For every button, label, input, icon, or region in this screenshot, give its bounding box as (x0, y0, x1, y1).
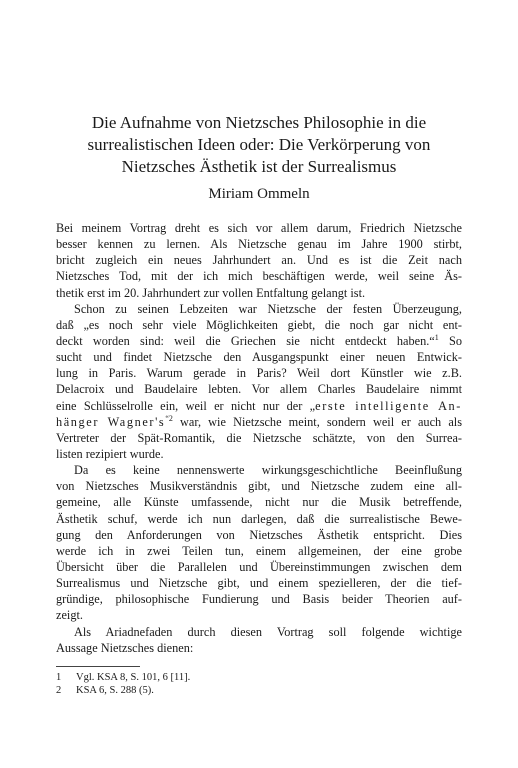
text-segment: So (438, 333, 462, 348)
footnote-number: 1 (56, 671, 62, 683)
text-line: gemeine, alle Künste umfassende, nicht nur die Musik betreffende, (56, 495, 462, 510)
emphasized-text: erste intelligente An- (315, 398, 462, 413)
text-line: thetik erst im 20. Jahrhundert zur vollen Entfaltung gelangt ist. (56, 285, 366, 300)
footnote-divider (56, 666, 140, 667)
footnote-text: Vgl. KSA 8, S. 101, 6 [11]. (76, 671, 191, 683)
paragraph-1 (56, 220, 462, 301)
body-text (56, 220, 462, 656)
text-line: Ästhetik schuf, werde ich nun darlegen, daß die surrealistische Bewe- (56, 511, 462, 526)
text-line: besser kennen zu lernen. Als Nietzsche genau im Jahre 1900 stirbt, (56, 237, 462, 252)
paper-title (56, 112, 462, 178)
page (56, 112, 462, 697)
text-line: Da es keine nennenswerte wirkungsgeschichtliche Beeinflußung (74, 463, 462, 478)
title-line: Die Aufnahme von Nietzsches Philosophie in die (91, 113, 427, 132)
footnotes (56, 671, 462, 697)
text-line: Delacroix und Baudelaire lebten. Vor allem Charles Baudelaire nimmt (56, 382, 462, 397)
text-line: gung den Anforderungen von Nietzsches Ästhetik entspricht. Dies (56, 527, 462, 542)
footnote-marker[interactable]: “2 (165, 413, 173, 423)
text-line (56, 414, 462, 430)
text-line: Aussage Nietzsches dienen: (56, 640, 194, 655)
text-line: zeigt. (56, 608, 83, 623)
text-line: Nietzsches Tod, mit der ich mich beschäftigen werde, weil seine Äs- (56, 269, 462, 284)
text-line (56, 398, 462, 414)
text-line: lung in Paris. Warum gerade in Paris? Weil dort Künstler wie z.B. (56, 366, 462, 381)
footnote-number: 2 (56, 684, 62, 696)
text-line: daß „es noch sehr viele Möglichkeiten giebt, die noch gar nicht ent- (56, 317, 462, 332)
footnote (56, 684, 462, 697)
text-line: bricht zugleich ein neues Jahrhundert an. Und es ist die Zeit nach (56, 253, 462, 268)
text-line: gründige, philosophische Fundierung und Basis beider Theorien auf- (56, 592, 462, 607)
text-line: Als Ariadnefaden durch diesen Vortrag soll folgende wichtige (74, 624, 462, 639)
text-line: Schon zu seinen Lebzeiten war Nietzsche der festen Überzeugung, (74, 301, 462, 316)
emphasized-text: hänger Wagner's (56, 414, 166, 429)
title-line: Nietzsches Ästhetik ist der Surrealismus (121, 157, 397, 176)
text-line: von Nietzsches Musikverständnis gibt, und Nietzsche zudem eine all- (56, 479, 462, 494)
text-line: sucht und findet Nietzsche den Ausgangspunkt einer neuen Entwick- (56, 350, 462, 365)
text-segment: deckt worden sind: weil die Griechen sie nicht entdeckt haben.“ (56, 333, 435, 348)
text-line: listen rezipiert wurde. (56, 446, 164, 461)
text-line: Bei meinem Vortrag dreht es sich vor allem darum, Friedrich Nietzsche (56, 221, 462, 235)
text-segment: eine Schlüsselrolle ein, weil er nicht nur der „ (56, 398, 316, 413)
text-segment: war, wie Nietzsche meint, sondern weil er auch als (172, 414, 462, 429)
text-line: Vertreter der Spät-Romantik, die Nietzsche schätzte, von den Surrea- (56, 430, 462, 445)
footnote-marker[interactable]: 1 (434, 332, 439, 342)
text-line (56, 333, 462, 349)
text-line: Surrealismus und Nietzsche gibt, und einem spezielleren, der die tief- (56, 576, 462, 591)
footnote-text: KSA 6, S. 288 (5). (76, 684, 154, 696)
footnote (56, 671, 462, 684)
paragraph-4 (56, 624, 462, 656)
text-line: Übersicht über die Parallelen und Übereinstimmungen zwischen dem (56, 559, 462, 574)
paragraph-2 (56, 301, 462, 462)
text-line: werde ich in zwei Teilen tun, einem allgemeinen, der eine grobe (56, 543, 462, 558)
paragraph-3 (56, 462, 462, 623)
author-name: Miriam Ommeln (208, 186, 310, 202)
title-line: surrealistischen Ideen oder: Die Verkörperung von (87, 135, 431, 154)
